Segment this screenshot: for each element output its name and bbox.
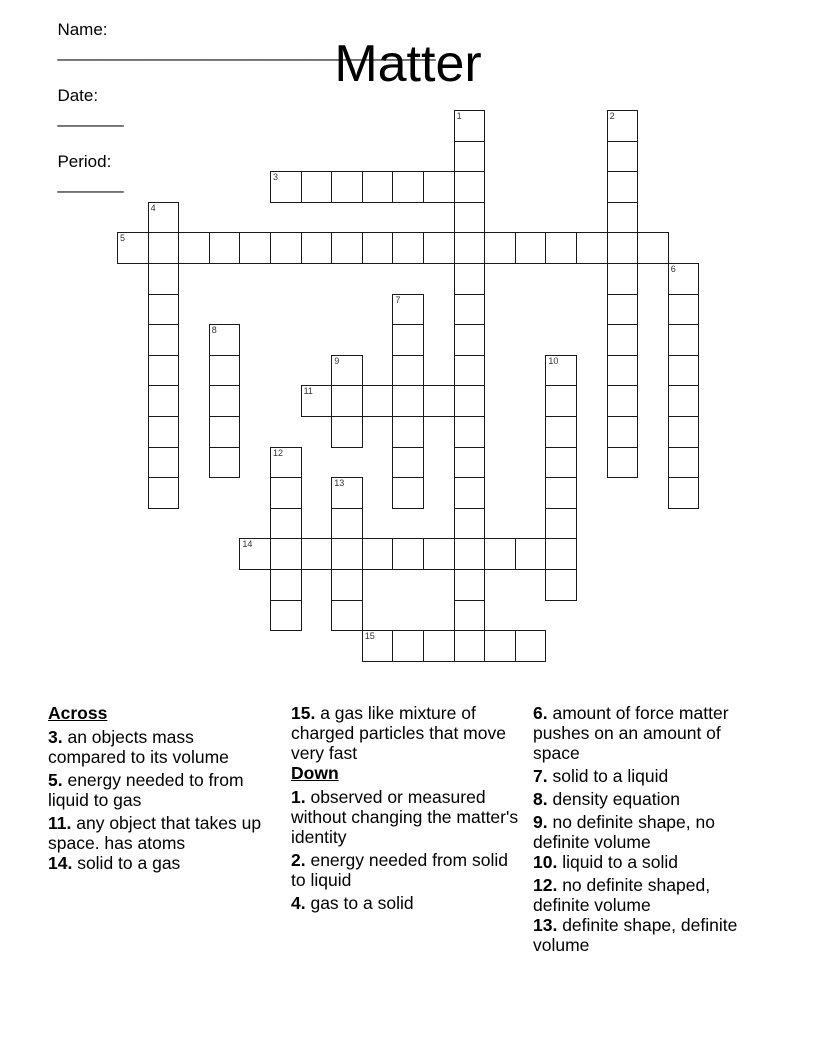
clue-across-5 [48, 770, 273, 810]
grid-cell[interactable] [148, 447, 180, 479]
grid-cell[interactable] [270, 232, 302, 264]
grid-cell[interactable] [454, 141, 486, 173]
grid-cell[interactable] [454, 324, 486, 356]
grid-cell[interactable] [148, 294, 180, 326]
grid-cell[interactable] [148, 263, 180, 295]
clue-number-label: 12 [273, 447, 284, 458]
grid-cell[interactable] [668, 447, 700, 479]
grid-cell[interactable] [301, 385, 333, 417]
grid-cell[interactable] [331, 508, 363, 540]
clue-number-label: 9 [334, 355, 340, 366]
grid-cell[interactable] [607, 447, 639, 479]
grid-cell[interactable] [607, 355, 639, 387]
clue-number: 12. [533, 875, 558, 895]
clue-number-label: 4 [150, 202, 156, 213]
clue-number-label: 10 [548, 355, 559, 366]
clues-column-3 [533, 703, 758, 958]
date-field[interactable]: _______ [57, 108, 124, 127]
grid-cell[interactable] [362, 232, 394, 264]
clue-number: 3. [48, 727, 63, 747]
grid-cell[interactable] [454, 171, 486, 203]
clue-number-label: 7 [395, 294, 401, 305]
grid-cell[interactable] [301, 538, 333, 570]
grid-cell[interactable] [392, 171, 424, 203]
grid-cell[interactable] [423, 630, 455, 662]
down-heading: Down [291, 763, 339, 783]
grid-cell[interactable] [668, 324, 700, 356]
grid-cell[interactable] [423, 171, 455, 203]
grid-cell[interactable] [668, 294, 700, 326]
grid-cell[interactable] [454, 447, 486, 479]
grid-cell[interactable] [454, 355, 486, 387]
grid-cell[interactable] [423, 538, 455, 570]
grid-cell[interactable] [392, 538, 424, 570]
clue-down-1 [291, 787, 521, 847]
clue-number: 7. [533, 766, 548, 786]
grid-cell[interactable] [209, 416, 241, 448]
clue-text: energy needed from solid to liquid [291, 850, 508, 890]
grid-cell[interactable] [392, 447, 424, 479]
grid-cell[interactable] [454, 294, 486, 326]
period-field[interactable]: _______ [57, 174, 124, 193]
clue-text: gas to a solid [305, 893, 414, 913]
grid-cell[interactable] [392, 477, 424, 509]
clue-text: energy needed to from liquid to gas [48, 770, 244, 810]
grid-cell[interactable] [454, 263, 486, 295]
grid-cell[interactable] [668, 385, 700, 417]
grid-cell[interactable] [515, 630, 547, 662]
grid-cell[interactable] [454, 110, 486, 142]
grid-cell[interactable] [270, 477, 302, 509]
clue-number-label: 2 [609, 111, 615, 121]
grid-cell[interactable] [515, 232, 547, 264]
grid-cell[interactable] [301, 232, 333, 264]
clues-column-1 [48, 703, 273, 876]
grid-cell[interactable] [331, 355, 363, 387]
clue-number-label: 1 [456, 111, 462, 121]
clue-text: amount of force matter pushes on an amount of space [533, 703, 729, 763]
grid-cell[interactable] [270, 569, 302, 601]
clue-number: 6. [533, 703, 548, 723]
grid-cell[interactable] [362, 630, 394, 662]
clue-down-9 [533, 812, 758, 852]
grid-cell[interactable] [607, 263, 639, 295]
grid-cell[interactable] [423, 232, 455, 264]
grid-cell[interactable] [392, 294, 424, 326]
clue-down-2 [291, 850, 521, 890]
grid-cell[interactable] [545, 477, 577, 509]
date-label: Date: [57, 86, 99, 105]
grid-cell[interactable] [270, 600, 302, 632]
clue-text: liquid to a solid [557, 852, 678, 872]
grid-cell[interactable] [484, 232, 516, 264]
clue-number: 14. [48, 853, 73, 873]
grid-cell[interactable] [668, 263, 700, 295]
grid-cell[interactable] [454, 477, 486, 509]
clue-number: 1. [291, 787, 306, 807]
grid-cell[interactable] [392, 232, 424, 264]
grid-cell[interactable] [545, 569, 577, 601]
grid-cell[interactable] [637, 232, 669, 264]
clue-across-15 [291, 703, 521, 763]
grid-cell[interactable] [148, 416, 180, 448]
grid-cell[interactable] [668, 416, 700, 448]
clue-across-14 [48, 853, 273, 873]
grid-cell[interactable] [545, 355, 577, 387]
clue-text: definite shape, definite volume [533, 915, 738, 955]
grid-cell[interactable] [607, 324, 639, 356]
grid-cell[interactable] [607, 416, 639, 448]
grid-cell[interactable] [148, 477, 180, 509]
grid-cell[interactable] [545, 416, 577, 448]
clue-across-11 [48, 813, 273, 853]
grid-cell[interactable] [545, 538, 577, 570]
clue-number-label: 15 [364, 631, 375, 642]
grid-cell[interactable] [301, 171, 333, 203]
grid-cell[interactable] [148, 324, 180, 356]
clue-number: 15. [291, 703, 316, 723]
grid-cell[interactable] [607, 294, 639, 326]
clue-number-label: 8 [211, 325, 217, 336]
clue-down-6 [533, 703, 758, 763]
grid-cell[interactable] [576, 232, 608, 264]
name-label: Name: [57, 20, 108, 39]
grid-cell[interactable] [607, 232, 639, 264]
grid-cell[interactable] [209, 385, 241, 417]
grid-cell[interactable] [239, 538, 271, 570]
clue-number-label: 6 [670, 264, 676, 274]
grid-cell[interactable] [392, 630, 424, 662]
clue-text: an objects mass compared to its volume [48, 727, 229, 767]
grid-cell[interactable] [484, 630, 516, 662]
grid-cell[interactable] [209, 324, 241, 356]
grid-cell[interactable] [454, 416, 486, 448]
grid-cell[interactable] [545, 232, 577, 264]
grid-cell[interactable] [392, 324, 424, 356]
clue-down-7 [533, 766, 758, 786]
clue-number-label: 11 [303, 386, 313, 397]
grid-cell[interactable] [331, 385, 363, 417]
grid-cell[interactable] [392, 416, 424, 448]
across-heading: Across [48, 703, 108, 723]
grid-cell[interactable] [331, 600, 363, 632]
grid-cell[interactable] [362, 538, 394, 570]
grid-cell[interactable] [545, 508, 577, 540]
clue-down-8 [533, 789, 758, 809]
grid-cell[interactable] [454, 232, 486, 264]
grid-cell[interactable] [607, 171, 639, 203]
clue-number-label: 3 [273, 172, 279, 183]
clue-text: no definite shape, no definite volume [533, 812, 715, 852]
clue-number: 8. [533, 789, 548, 809]
grid-cell[interactable] [270, 538, 302, 570]
clue-down-10 [533, 852, 758, 872]
grid-cell[interactable] [148, 385, 180, 417]
grid-cell[interactable] [331, 538, 363, 570]
clue-text: solid to a liquid [547, 766, 669, 786]
clue-number-label: 14 [242, 539, 253, 550]
grid-cell[interactable] [331, 232, 363, 264]
clue-text: density equation [547, 789, 680, 809]
clue-down-4 [291, 893, 521, 913]
grid-cell[interactable] [209, 355, 241, 387]
grid-cell[interactable] [454, 538, 486, 570]
clue-text: solid to a gas [72, 853, 181, 873]
clue-number: 10. [533, 852, 558, 872]
clue-number-label: 13 [334, 478, 345, 489]
grid-cell[interactable] [331, 569, 363, 601]
grid-cell[interactable] [607, 385, 639, 417]
grid-cell[interactable] [545, 447, 577, 479]
grid-cell[interactable] [148, 202, 180, 234]
grid-cell[interactable] [362, 385, 394, 417]
grid-cell[interactable] [454, 202, 486, 234]
grid-cell[interactable] [331, 171, 363, 203]
grid-cell[interactable] [270, 447, 302, 479]
grid-cell[interactable] [454, 508, 486, 540]
grid-cell[interactable] [270, 171, 302, 203]
clue-text: no definite shaped, definite volume [533, 875, 711, 915]
clue-text: a gas like mixture of charged particles that move very fast [291, 703, 506, 763]
clue-number: 2. [291, 850, 306, 870]
clue-text: any object that takes up space. has atoms [48, 813, 262, 853]
grid-cell[interactable] [148, 355, 180, 387]
grid-cell[interactable] [362, 171, 394, 203]
grid-cell[interactable] [209, 232, 241, 264]
grid-cell[interactable] [392, 385, 424, 417]
grid-cell[interactable] [454, 630, 486, 662]
grid-cell[interactable] [607, 110, 639, 142]
clue-number: 4. [291, 893, 306, 913]
grid-cell[interactable] [668, 477, 700, 509]
grid-cell[interactable] [454, 569, 486, 601]
grid-cell[interactable] [270, 508, 302, 540]
page-title: Matter [334, 35, 482, 93]
period-label: Period: [57, 152, 112, 171]
clue-text: observed or measured without changing the matter's identity [291, 787, 519, 847]
grid-cell[interactable] [668, 355, 700, 387]
grid-cell[interactable] [331, 416, 363, 448]
grid-cell[interactable] [392, 355, 424, 387]
grid-cell[interactable] [454, 385, 486, 417]
grid-cell[interactable] [209, 447, 241, 479]
clue-down-12 [533, 875, 758, 915]
grid-cell[interactable] [484, 538, 516, 570]
grid-cell[interactable] [515, 538, 547, 570]
clue-number: 5. [48, 770, 63, 790]
grid-cell[interactable] [117, 232, 149, 264]
grid-cell[interactable] [423, 385, 455, 417]
name-field[interactable]: ________________________________________ [57, 42, 436, 61]
clue-down-13 [533, 915, 758, 955]
grid-cell[interactable] [148, 232, 180, 264]
grid-cell[interactable] [607, 202, 639, 234]
grid-cell[interactable] [545, 385, 577, 417]
clue-number: 13. [533, 915, 558, 935]
grid-cell[interactable] [454, 600, 486, 632]
clue-number-label: 5 [120, 233, 126, 244]
grid-cell[interactable] [239, 232, 271, 264]
clue-number: 11. [48, 813, 72, 833]
grid-cell[interactable] [331, 477, 363, 509]
clues-column-2 [291, 703, 521, 916]
clue-across-3 [48, 727, 273, 767]
clue-number: 9. [533, 812, 548, 832]
grid-cell[interactable] [178, 232, 210, 264]
grid-cell[interactable] [607, 141, 639, 173]
